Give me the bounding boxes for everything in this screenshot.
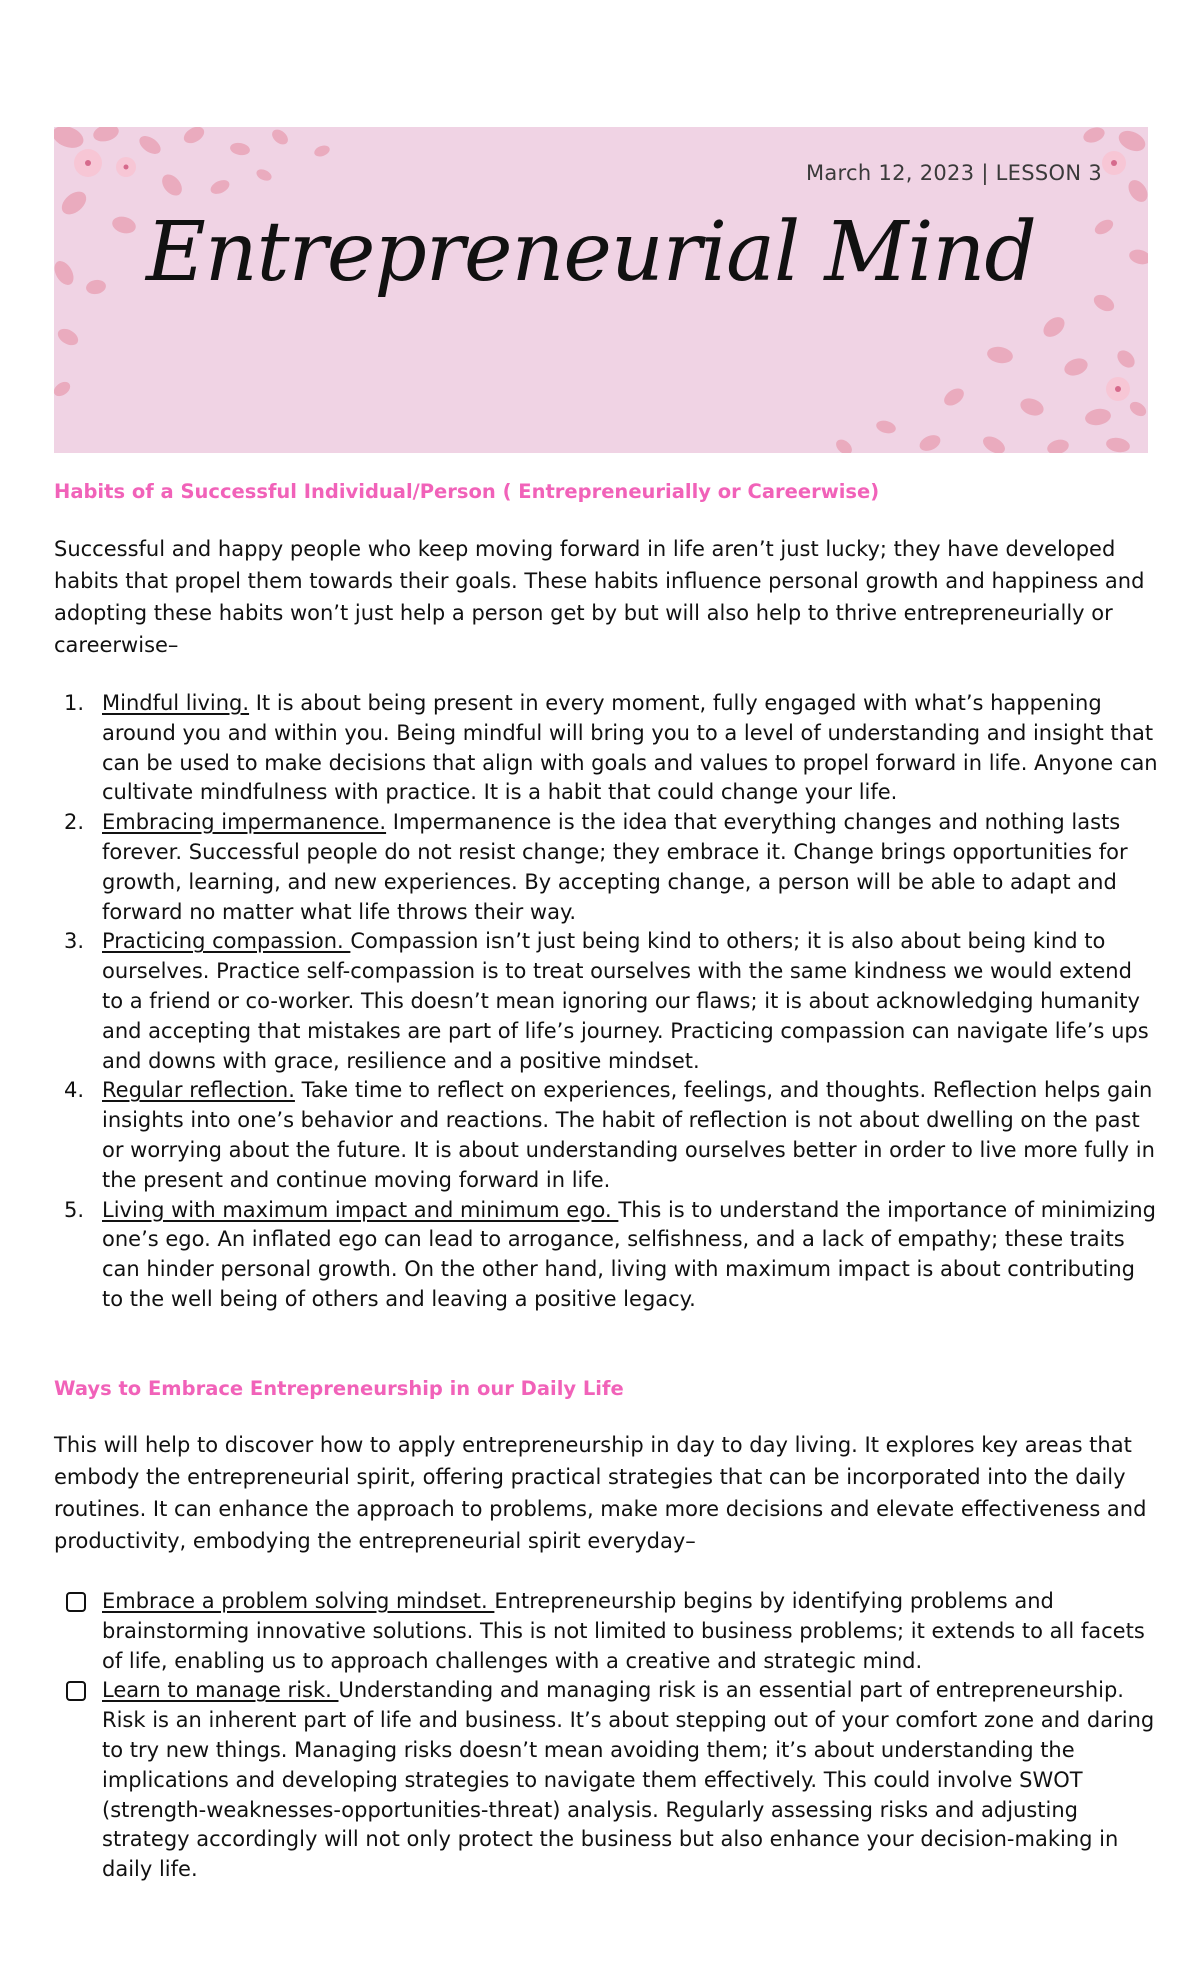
list-item-title: Practicing compassion. [102, 929, 351, 954]
list-item-number: 1. [64, 691, 85, 715]
list-item-text: Compassion isn’t just being kind to others; it is also about being kind to ourselves. Practice self-compassion is to treat ourselves with the same kindness we would extend to a friend or co-worker. This doesn’t mean ignoring our flaws; it is about acknowledging humanity and accepting that mistakes are part of life’s journey. Practicing compassion can navigate life’s ups and downs with grace, resilience and a positive mindset. [102, 929, 1149, 1073]
checkbox-icon[interactable] [66, 1592, 86, 1612]
section-intro-habits: Successful and happy people who keep moving forward in life aren’t just lucky; they have developed habits that propel them towards their goals. These habits influence personal growth and happiness and adopting these habits won’t just help a person get by but will also help to thrive entrepreneurially or careerwise– [54, 537, 1145, 657]
habits-list [54, 689, 1158, 1315]
list-item-text: Impermanence is the idea that everything changes and nothing lasts forever. Successful people do not resist change; they embrace it. Change brings opportunities for growth, learning, and new experiences. By accepting change, a person will be able to adapt and forward no matter what life throws their way. [102, 810, 1128, 924]
checklist-item-title: Learn to manage risk. [102, 1678, 339, 1703]
list-item-number: 2. [64, 810, 85, 835]
section-heading-habits: Habits of a Successful Individual/Person ( Entrepreneurially or Careerwise) [54, 480, 880, 503]
list-item-number: 5. [64, 1197, 85, 1222]
header-banner [54, 127, 1148, 453]
list-item [54, 1076, 1158, 1195]
section-intro-ways: This will help to discover how to apply entrepreneurship in day to day living. It explores key areas that embody the entrepreneurial spirit, offering practical strategies that can be incorporated into the daily routines. It can enhance the approach to problems, make more decisions and elevate effectiveness and productivity, embodying the entrepreneurial spirit everyday– [54, 1433, 1147, 1553]
list-item-title: Embracing impermanence. [102, 810, 387, 835]
ways-checklist [54, 1587, 1158, 1885]
list-item-title: Regular reflection. [102, 1078, 295, 1103]
checklist-item-title: Embrace a problem solving mindset. [102, 1589, 495, 1613]
lesson-date: March 12, 2023 | LESSON 3 [805, 161, 1102, 185]
list-item [54, 689, 1158, 808]
checklist-item [54, 1676, 1158, 1885]
list-item-title: Mindful living. [102, 691, 250, 715]
list-item-title: Living with maximum impact and minimum ego. [102, 1197, 619, 1222]
checklist-item [54, 1587, 1158, 1676]
list-item [54, 1196, 1158, 1315]
list-item-text: Take time to reflect on experiences, feelings, and thoughts. Reflection helps gain insights into one’s behavior and reactions. The habit of reflection is not about dwelling on the past or worrying about the future. It is about understanding ourselves better in order to live more fully in the present and continue moving forward in life. [102, 1078, 1155, 1192]
list-item-number: 3. [64, 929, 85, 954]
list-item [54, 808, 1158, 927]
section-heading-ways: Ways to Embrace Entrepreneurship in our Daily Life [54, 1377, 624, 1400]
list-item-text: It is about being present in every moment, fully engaged with what’s happening around you and within you. Being mindful will bring you to a level of understanding and insight that can be used to make decisions that align with goals and values to propel forward in life. Anyone can cultivate mindfulness with practice. It is a habit that could change your life. [102, 691, 1158, 805]
list-item-text: This is to understand the importance of minimizing one’s ego. An inflated ego can lead to arrogance, selfishness, and a lack of empathy; these traits can hinder personal growth. On the other hand, living with maximum impact is about contributing to the well being of others and leaving a positive legacy. [102, 1197, 1156, 1311]
list-item [54, 927, 1158, 1076]
page-title: Entrepreneurial Mind [146, 205, 1036, 300]
checklist-item-text: Entrepreneurship begins by identifying problems and brainstorming innovative solutions. This is not limited to business problems; it extends to all facets of life, enabling us to approach challenges with a creative and strategic mind. [102, 1589, 1145, 1673]
checkbox-icon[interactable] [66, 1681, 86, 1701]
list-item-number: 4. [64, 1078, 85, 1103]
checklist-item-text: Understanding and managing risk is an essential part of entrepreneurship. Risk is an inherent part of life and business. It’s about stepping out of your comfort zone and daring to try new things. Managing risks doesn’t mean avoiding them; it’s about understanding the implications and developing strategies to navigate them effectively. This could involve SWOT (strength-weaknesses-opportunities-threat) analysis. Regularly assessing risks and adjusting strategy accordingly will not only protect the business but also enhance your decision-making in daily life. [102, 1678, 1155, 1882]
